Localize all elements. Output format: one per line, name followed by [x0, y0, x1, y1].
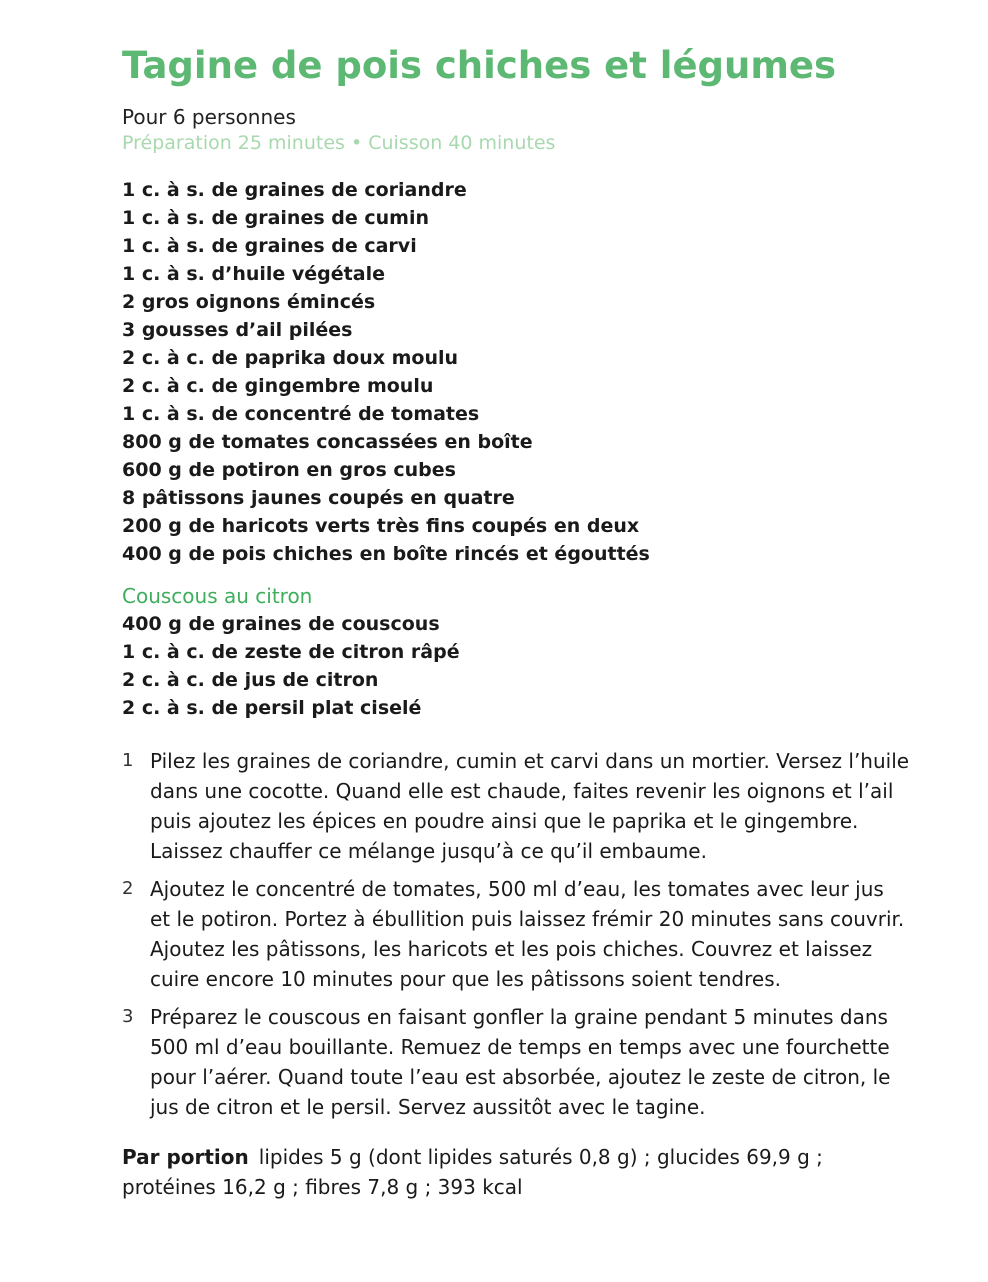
- nutrition-info: [122, 1142, 862, 1202]
- ingredient-item: 2 gros oignons émincés: [122, 291, 376, 313]
- couscous-ingredient-list: [122, 610, 922, 722]
- recipe-title: Tagine de pois chiches et légumes: [122, 44, 837, 87]
- servings-text: Pour 6 personnes: [122, 105, 296, 129]
- couscous-ingredient-item: 2 c. à c. de jus de citron: [122, 669, 379, 691]
- ingredient-item: 1 c. à s. d’huile végétale: [122, 263, 385, 285]
- step-number: 3: [122, 1006, 134, 1027]
- step-text: Ajoutez le concentré de tomates, 500 ml d’eau, les tomates avec leur jus et le potiron. Portez à ébullition puis laissez frémir 20 minutes sans couvrir. Ajoutez les pâtissons, les haricots et les pois chiches. Couvrez et laissez cuire encore 10 minutes pour que les pâtissons soient tendres.: [150, 877, 905, 991]
- ingredient-item: 1 c. à s. de concentré de tomates: [122, 403, 480, 425]
- ingredient-item: 8 pâtissons jaunes coupés en quatre: [122, 487, 515, 509]
- ingredient-item: 200 g de haricots verts très fins coupés en deux: [122, 515, 640, 537]
- step-text: Pilez les graines de coriandre, cumin et carvi dans un mortier. Versez l’huile dans une cocotte. Quand elle est chaude, faites revenir les oignons et l’ail puis ajoutez les épices en poudre ainsi que le paprika et le gingembre. Laissez chauffer ce mélange jusqu’à ce qu’il embaume.: [150, 749, 910, 863]
- couscous-heading: Couscous au citron: [122, 584, 313, 608]
- recipe-page: [122, 40, 922, 1202]
- method-step: [122, 746, 910, 866]
- method-step: [122, 1002, 910, 1122]
- ingredient-item: 1 c. à s. de graines de cumin: [122, 207, 429, 229]
- timing-text: Préparation 25 minutes • Cuisson 40 minutes: [122, 132, 556, 154]
- step-number: 2: [122, 878, 134, 899]
- step-text: Préparez le couscous en faisant gonfler la graine pendant 5 minutes dans 500 ml d’eau bouillante. Remuez de temps en temps avec une fourchette pour l’aérer. Quand toute l’eau est absorbée, ajoutez le zeste de citron, le jus de citron et le persil. Servez aussitôt avec le tagine.: [150, 1005, 891, 1119]
- couscous-ingredient-item: 400 g de graines de couscous: [122, 613, 440, 635]
- ingredient-item: 800 g de tomates concassées en boîte: [122, 431, 533, 453]
- couscous-ingredient-item: 2 c. à s. de persil plat ciselé: [122, 697, 422, 719]
- ingredient-item: 2 c. à c. de gingembre moulu: [122, 375, 434, 397]
- ingredient-item: 600 g de potiron en gros cubes: [122, 459, 456, 481]
- ingredient-item: 1 c. à s. de graines de coriandre: [122, 179, 467, 201]
- ingredient-list: [122, 176, 922, 568]
- couscous-ingredient-item: 1 c. à c. de zeste de citron râpé: [122, 641, 460, 663]
- method-steps: [122, 746, 922, 1122]
- method-step: [122, 874, 910, 994]
- ingredient-item: 1 c. à s. de graines de carvi: [122, 235, 417, 257]
- ingredient-item: 400 g de pois chiches en boîte rincés et égouttés: [122, 543, 650, 565]
- step-number: 1: [122, 750, 134, 771]
- nutrition-label: Par portion: [122, 1145, 249, 1169]
- ingredient-item: 2 c. à c. de paprika doux moulu: [122, 347, 459, 369]
- nutrition-values: lipides 5 g (dont lipides saturés 0,8 g) ; glucides 69,9 g ; protéines 16,2 g ; fibres 7,8 g ; 393 kcal: [122, 1145, 823, 1199]
- ingredient-item: 3 gousses d’ail pilées: [122, 319, 353, 341]
